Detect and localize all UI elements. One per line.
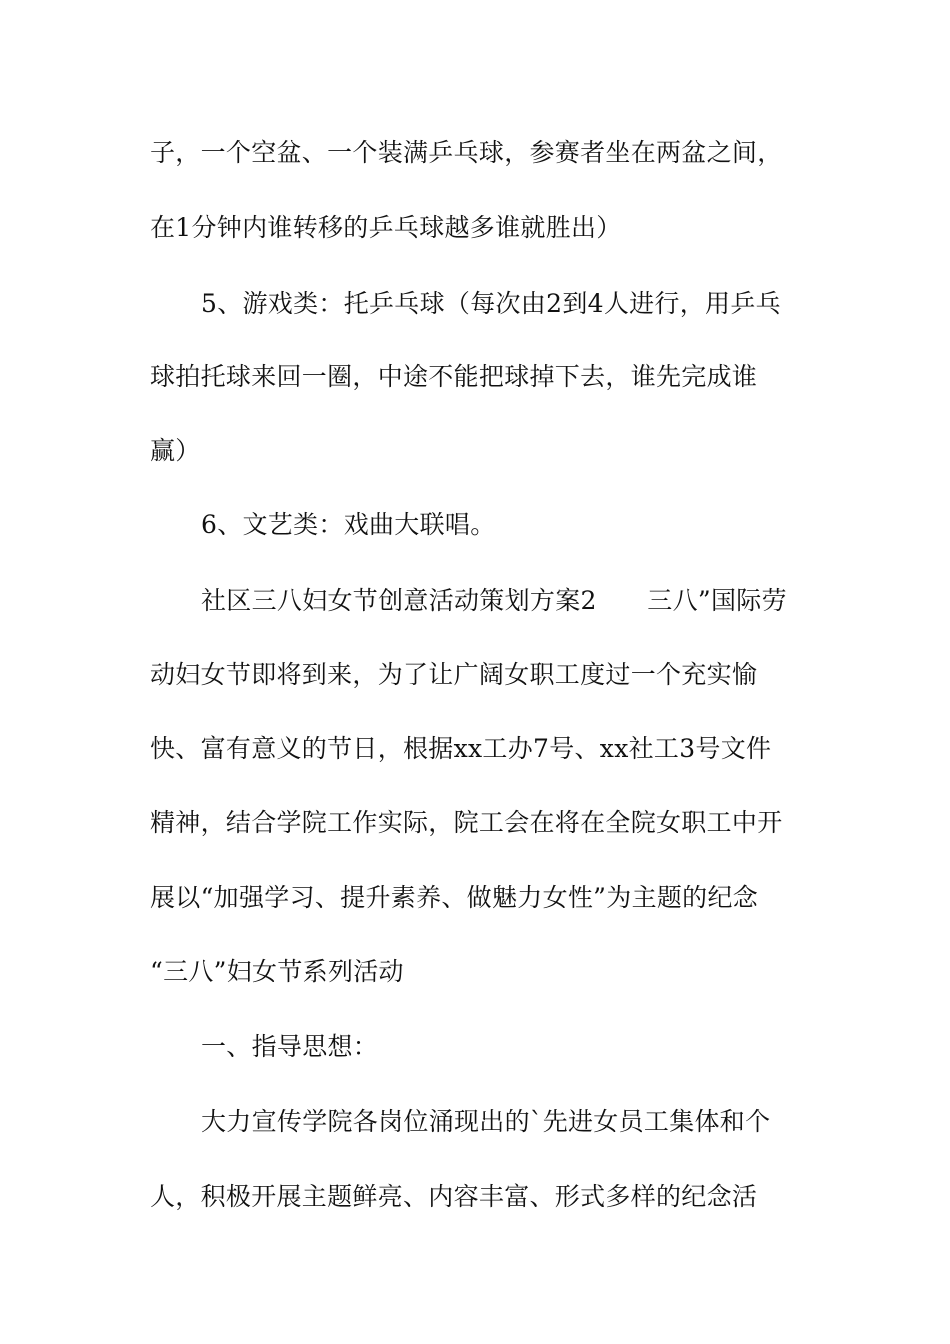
text-line-15: 人，积极开展主题鲜亮、内容丰富、形式多样的纪念活 (150, 1182, 758, 1211)
text-line-12: “三八”妇女节系列活动 (150, 957, 404, 986)
text-line-1: 子，一个空盆、一个装满乒乓球，参赛者坐在两盆之间， (150, 138, 783, 167)
text-line-3: 5、游戏类：托乒乓球（每次由2到4人进行，用乒乓 (201, 289, 781, 318)
text-line-8: 动妇女节即将到来，为了让广阔女职工度过一个充实愉 (150, 660, 758, 689)
text-line-4: 球拍托球来回一圈，中途不能把球掉下去，谁先完成谁 (150, 362, 758, 391)
text-line-11: 展以“加强学习、提升素养、做魅力女性”为主题的纪念 (150, 883, 759, 912)
text-line-6: 6、文艺类：戏曲大联唱。 (201, 510, 496, 539)
text-line-9: 快、富有意义的节日，根据xx工办7号、xx社工3号文件 (150, 734, 772, 763)
text-line-5: 赢） (150, 436, 201, 465)
text-line-7: 社区三八妇女节创意活动策划方案2 三八”国际劳 (201, 586, 787, 615)
text-line-2: 在1分钟内谁转移的乒乓球越多谁就胜出） (150, 213, 622, 242)
text-line-13: 一、指导思想： (201, 1032, 379, 1061)
text-line-14: 大力宣传学院各岗位涌现出的`先进女员工集体和个 (201, 1107, 771, 1136)
text-line-10: 精神，结合学院工作实际，院工会在将在全院女职工中开 (150, 808, 783, 837)
